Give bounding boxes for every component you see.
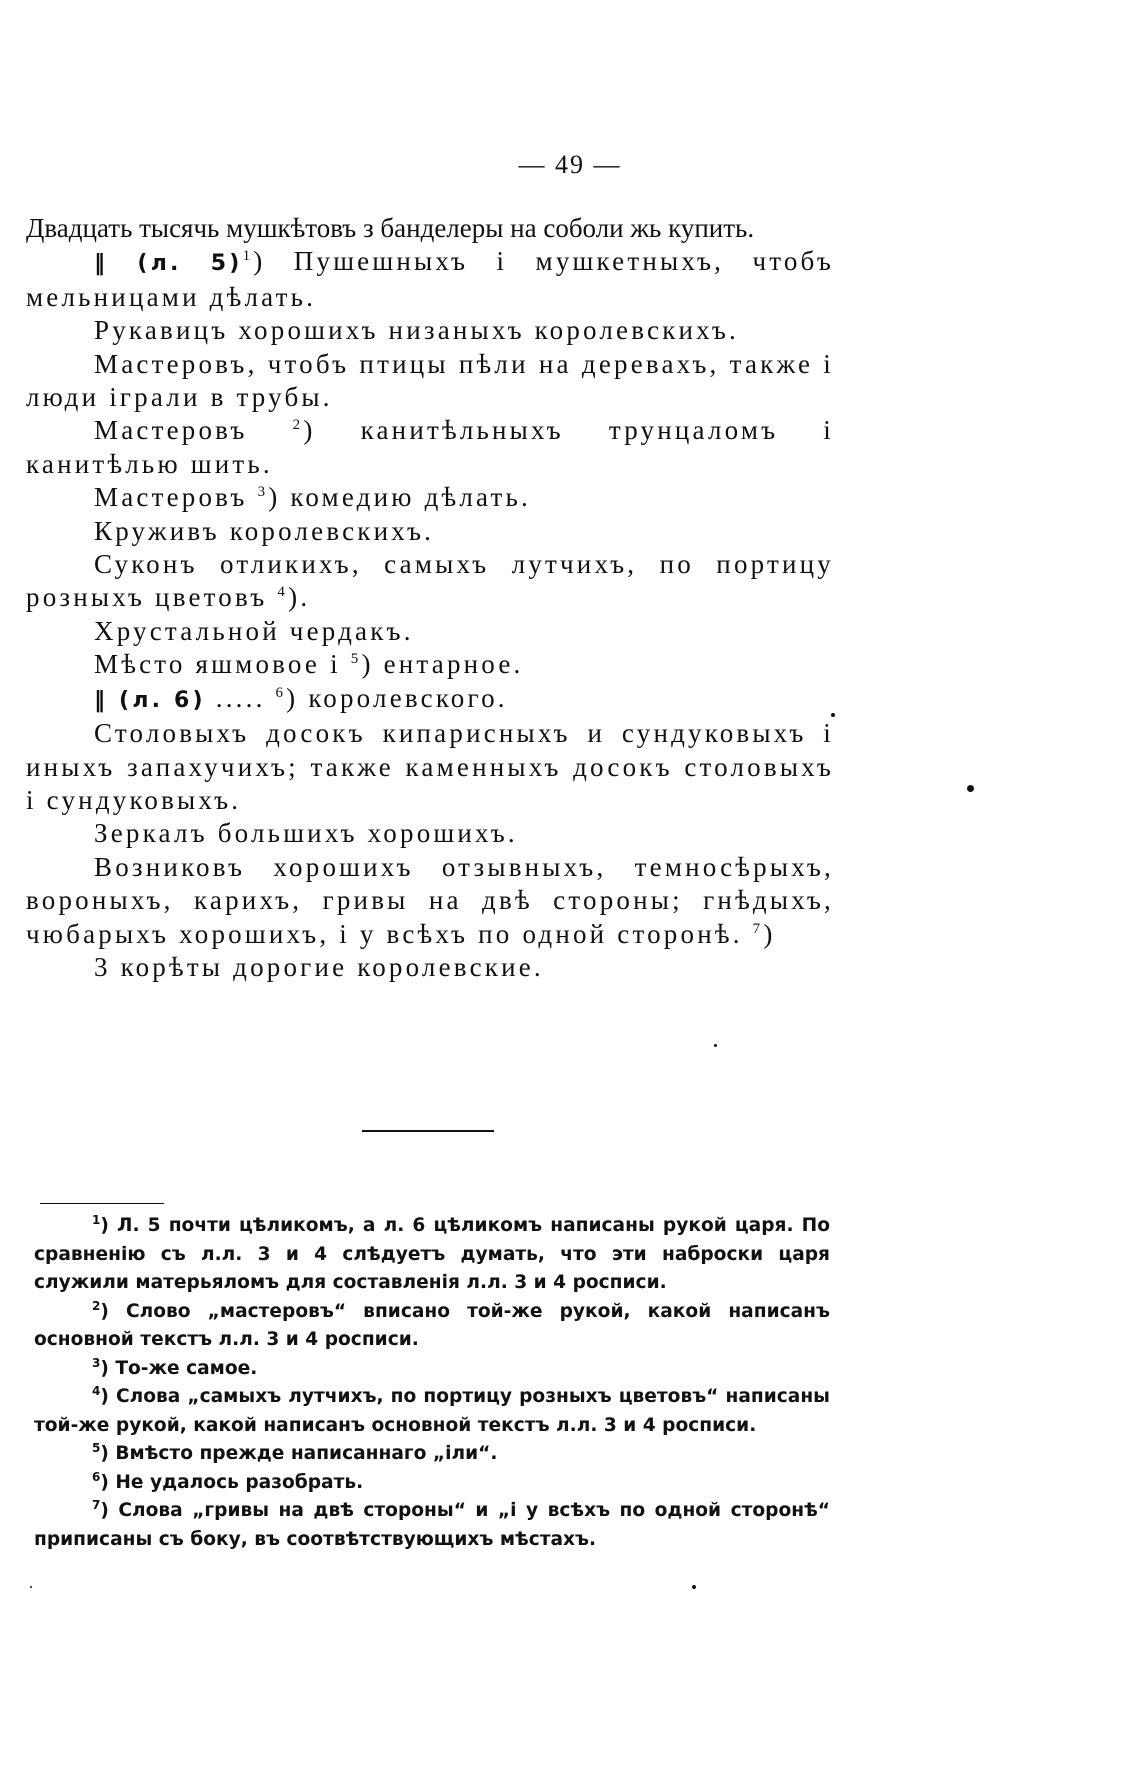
page-number: — 49 — xyxy=(518,150,622,179)
paragraph: Хрустальной чердакъ. xyxy=(94,615,414,646)
footnote-ref: 3 xyxy=(257,484,269,501)
footnote-ref: 6 xyxy=(275,684,287,701)
paragraph: Мастеровъ, чтобъ птицы пѣли на деревахъ, также і люди іграли в трубы. xyxy=(26,348,834,413)
paragraph: Двадцать тысячь мушкѣтовъ з банделеры на соболи жь купить. xyxy=(26,213,755,243)
ink-speck xyxy=(831,713,835,717)
footnote-divider xyxy=(40,1203,164,1204)
footnotes xyxy=(34,1212,830,1554)
footnote-ref: 4 xyxy=(277,584,289,601)
footnote: $^4$) Слова „самыхъ лутчихъ, по портицу розныхъ цветовъ“ написаны той-же рукой, какой написанъ основной текстъ л.л. 3 и 4 росписи. xyxy=(34,1383,830,1436)
paragraph: Круживъ королевскихъ. xyxy=(94,515,435,546)
section-divider xyxy=(362,1130,494,1132)
footnote: $^3$) То-же самое. xyxy=(92,1355,258,1379)
ink-speck xyxy=(967,785,974,792)
ink-speck xyxy=(692,1585,696,1589)
paragraph: Возниковъ хорошихъ отзывныхъ, темносѣрыхъ, вороныхъ, карихъ, гривы на двѣ стороны; гнѣдыхъ, чюбарыхъ хорошихъ, і у всѣхъ по одной сторонѣ. $^7$) xyxy=(26,851,834,949)
paragraph: Суконъ отликихъ, самыхъ лутчихъ, по портицу розныхъ цветовъ $^4$). xyxy=(26,549,834,613)
footnote: $^6$) Не удалось разобрать. xyxy=(92,1469,364,1493)
footnote-ref: 1 xyxy=(242,248,254,265)
folio-marker: ‖ (л. 5) xyxy=(94,251,243,277)
ink-speck xyxy=(714,1044,717,1047)
paragraph: ‖ (л. 6) ..... $^6$) королевского. xyxy=(94,682,508,713)
paragraph: Мѣсто яшмовое і $^5$) ентарное. xyxy=(94,649,524,680)
paragraph: Столовыхъ досокъ кипарисныхъ и сундуковыхъ і иныхъ запахучихъ; также каменныхъ досокъ столовыхъ і сундуковыхъ. xyxy=(26,718,834,815)
paragraph: Зеркалъ большихъ хорошихъ. xyxy=(94,818,518,849)
footnote-ref: 2 xyxy=(292,417,304,434)
footnote: $^1$) Л. 5 почти цѣликомъ, а л. 6 цѣликомъ написаны рукой царя. По сравненію съ л.л. 3 и 4 слѣдуетъ думать, что эти наброски царя служили матерьяломъ для составленія л.л. 3 и 4 росписи. xyxy=(34,1212,830,1293)
ink-speck xyxy=(30,1586,32,1588)
folio-marker: ‖ (л. 6) xyxy=(94,687,206,713)
paragraph: Мастеровъ $^3$) комедию дѣлать. xyxy=(94,482,531,513)
footnote-ref: 5 xyxy=(350,651,362,668)
footnote: $^5$) Вмѣсто прежде написаннаго „іли“. xyxy=(92,1440,498,1464)
footnote: $^7$) Слова „гривы на двѣ стороны“ и „і у всѣхъ по одной сторонѣ“ приписаны съ боку, въ соотвѣтствующихъ мѣстахъ. xyxy=(34,1497,830,1550)
footnote: $^2$) Слово „мастеровъ“ вписано той-же рукой, какой написанъ основной текстъ л.л. 3 и 4 росписи. xyxy=(34,1298,830,1350)
paragraph: ‖ (л. 5)$^1$) Пушешныхъ і мушкетныхъ, чтобъ мельницами дѣлать. xyxy=(26,246,834,312)
paragraph: Мастеровъ $^2$) канитѣльныхъ трунцаломъ і канитѣлью шить. xyxy=(26,415,834,479)
main-text xyxy=(26,212,834,984)
footnote-ref: 7 xyxy=(752,920,764,937)
paragraph: 3 корѣты дорогие королевские. xyxy=(94,951,544,982)
paragraph: Рукавицъ хорошихъ низаныхъ королевскихъ. xyxy=(94,315,739,346)
